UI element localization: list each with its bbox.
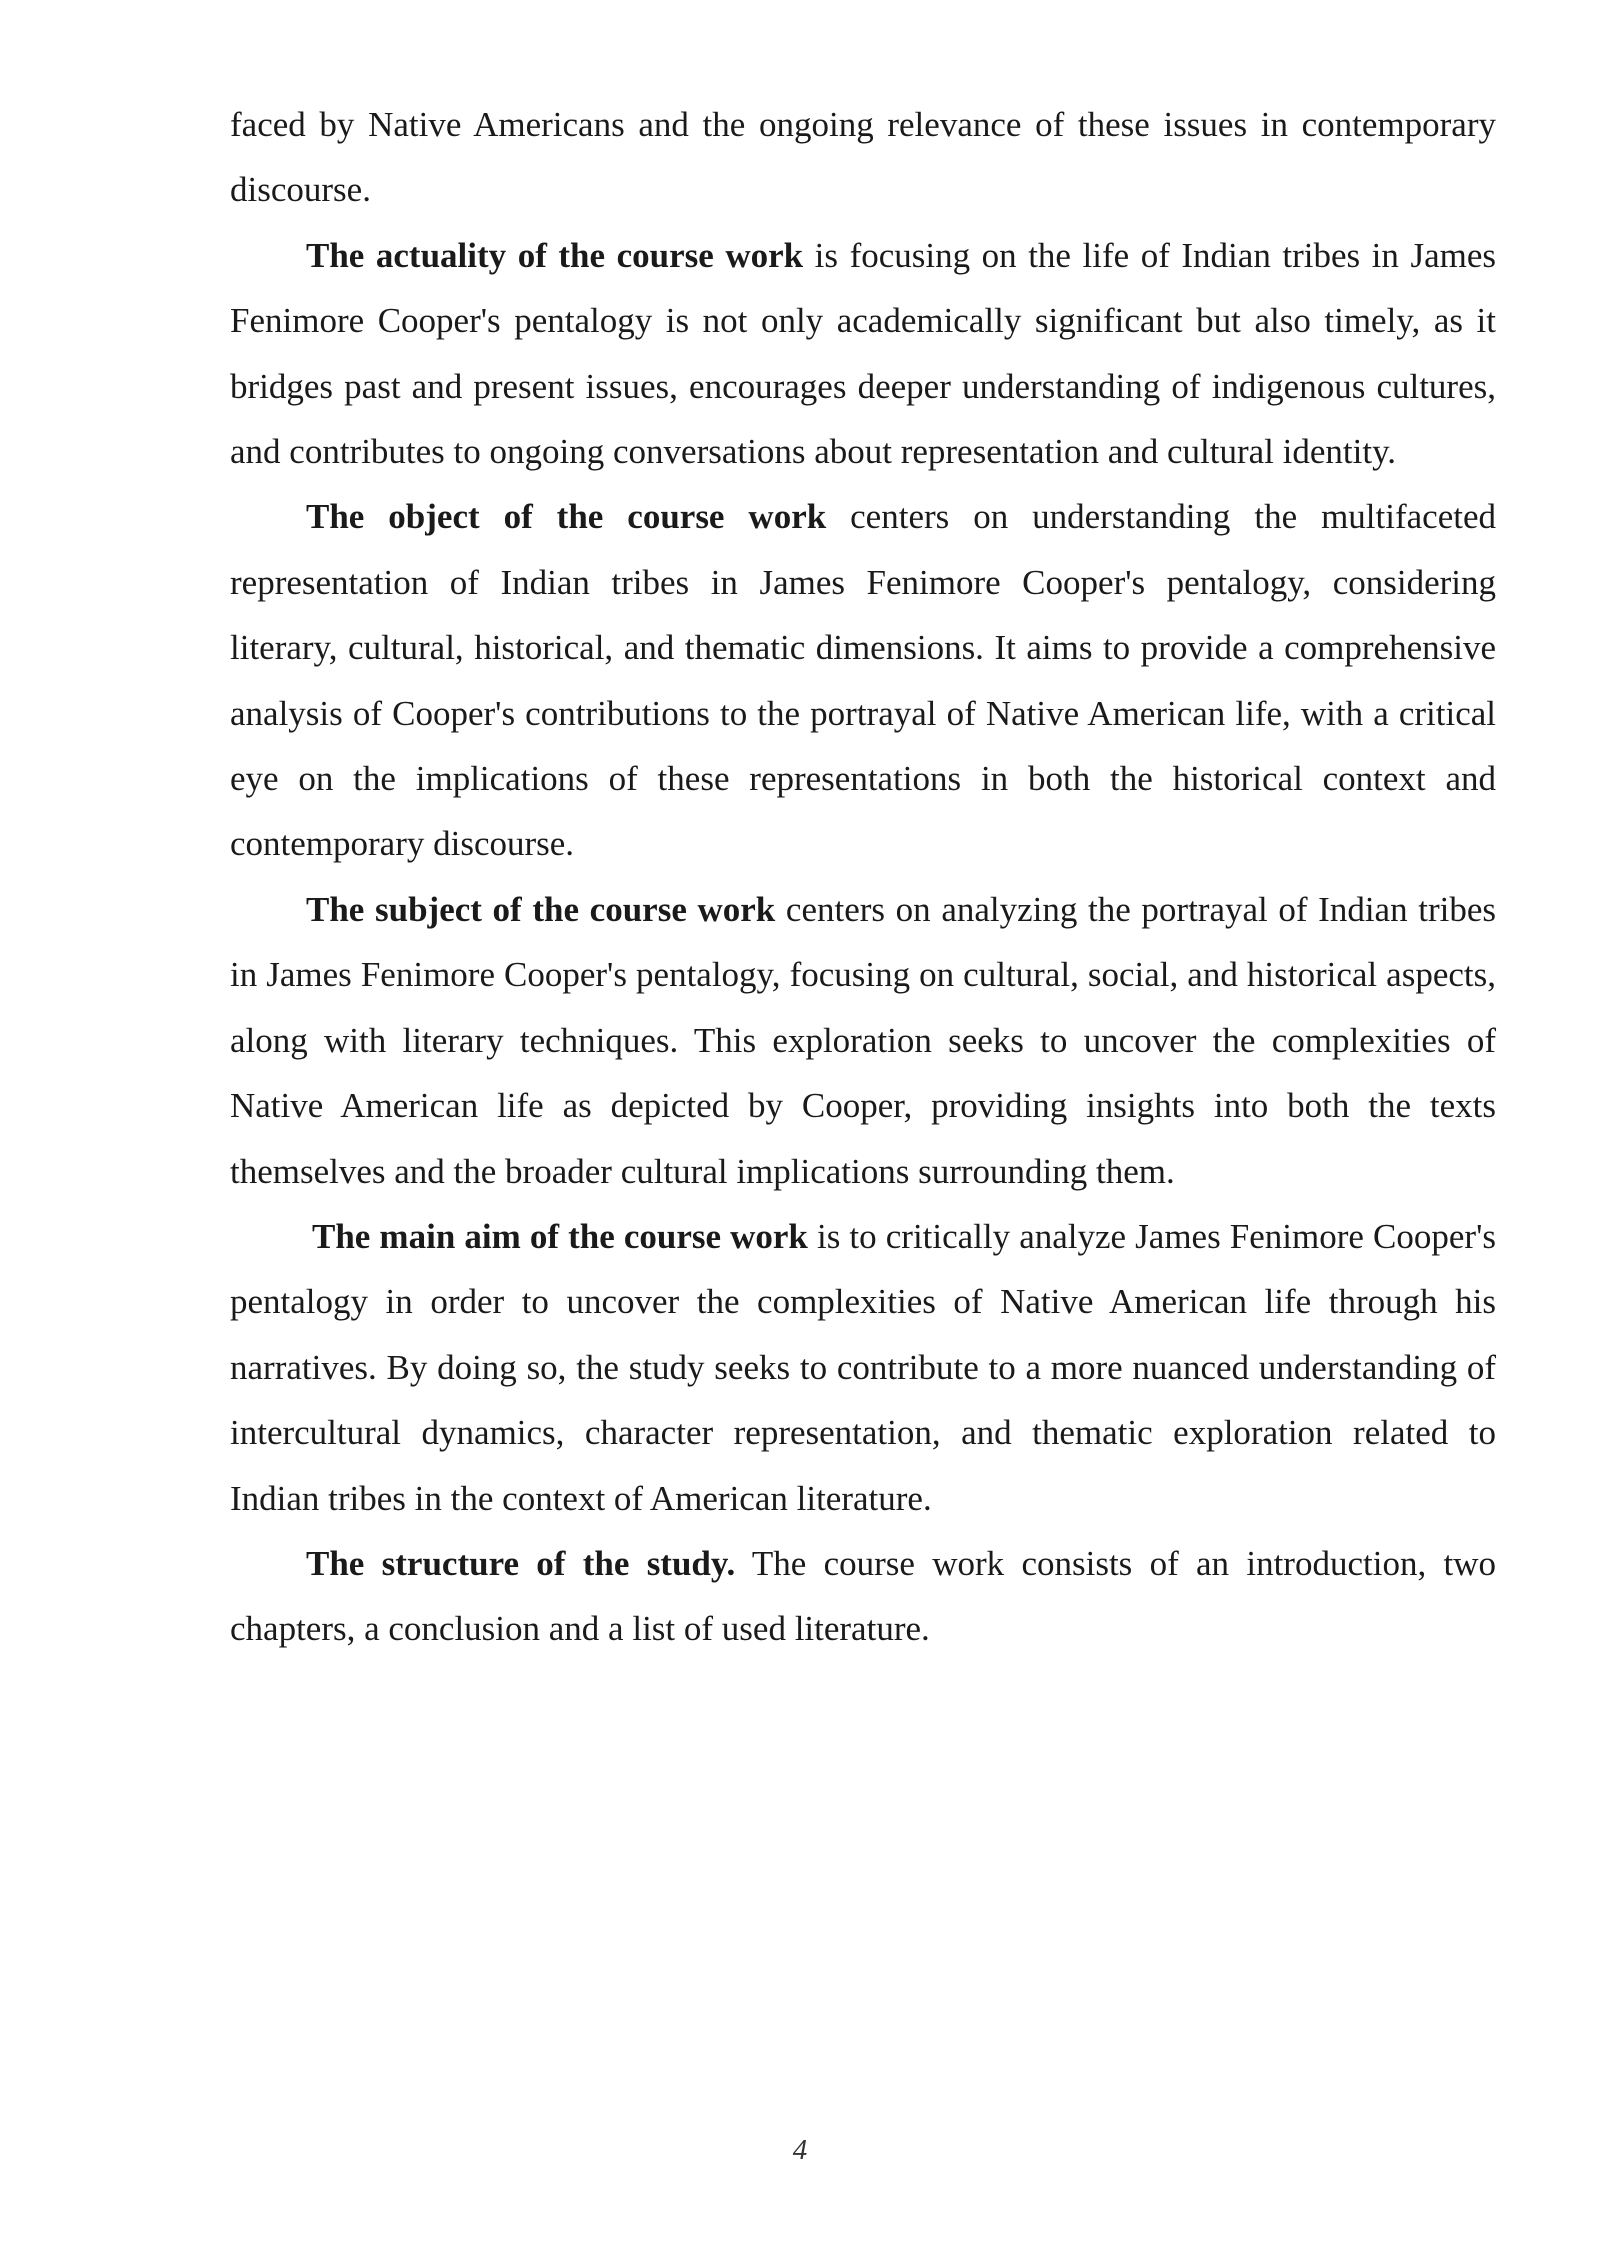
actuality-paragraph [230, 223, 1496, 485]
structure-paragraph [230, 1531, 1496, 1662]
page-number: 4 [792, 2134, 808, 2166]
object-heading: The object of the course work [306, 497, 827, 537]
structure-text: The course work consists of an introduction, two chapters, a conclusion and a list of used literature. [230, 1543, 1496, 1649]
object-paragraph [230, 484, 1496, 876]
main-aim-paragraph [230, 1204, 1496, 1531]
main-aim-heading: The main aim of the course work [312, 1216, 808, 1256]
actuality-text: is focusing on the life of Indian tribes in James Fenimore Cooper's pentalogy is not only academically significant but also timely, as it bridges past and present issues, encourages deeper understanding of indigenous cultures, and contributes to ongoing conversations about representation and cultural identity. [230, 235, 1496, 472]
subject-text: centers on analyzing the portrayal of Indian tribes in James Fenimore Cooper's pentalogy, focusing on cultural, social, and historical aspects, along with literary techniques. This exploration seeks to uncover the complexities of Native American life as depicted by Cooper, providing insights into both the texts themselves and the broader cultural implications surrounding them. [230, 889, 1496, 1191]
continuation-paragraph: faced by Native Americans and the ongoing relevance of these issues in contemporary discourse. [230, 105, 1496, 210]
document-body [230, 92, 1496, 1662]
actuality-heading: The actuality of the course work [306, 235, 804, 275]
subject-paragraph [230, 877, 1496, 1204]
main-aim-text: is to critically analyze James Fenimore Cooper's pentalogy in order to uncover the complexities of Native American life through his narratives. By doing so, the study seeks to contribute to a more nuanced understanding of intercultural dynamics, character representation, and thematic exploration related to Indian tribes in the context of American literature. [230, 1216, 1496, 1518]
subject-heading: The subject of the course work [306, 889, 776, 929]
structure-heading: The structure of the study. [306, 1543, 736, 1583]
object-text: centers on understanding the multifaceted representation of Indian tribes in James Fenimore Cooper's pentalogy, considering literary, cultural, historical, and thematic dimensions. It aims to provide a comprehensive analysis of Cooper's contributions to the portrayal of Native American life, with a critical eye on the implications of these representations in both the historical context and contemporary discourse. [230, 497, 1497, 864]
